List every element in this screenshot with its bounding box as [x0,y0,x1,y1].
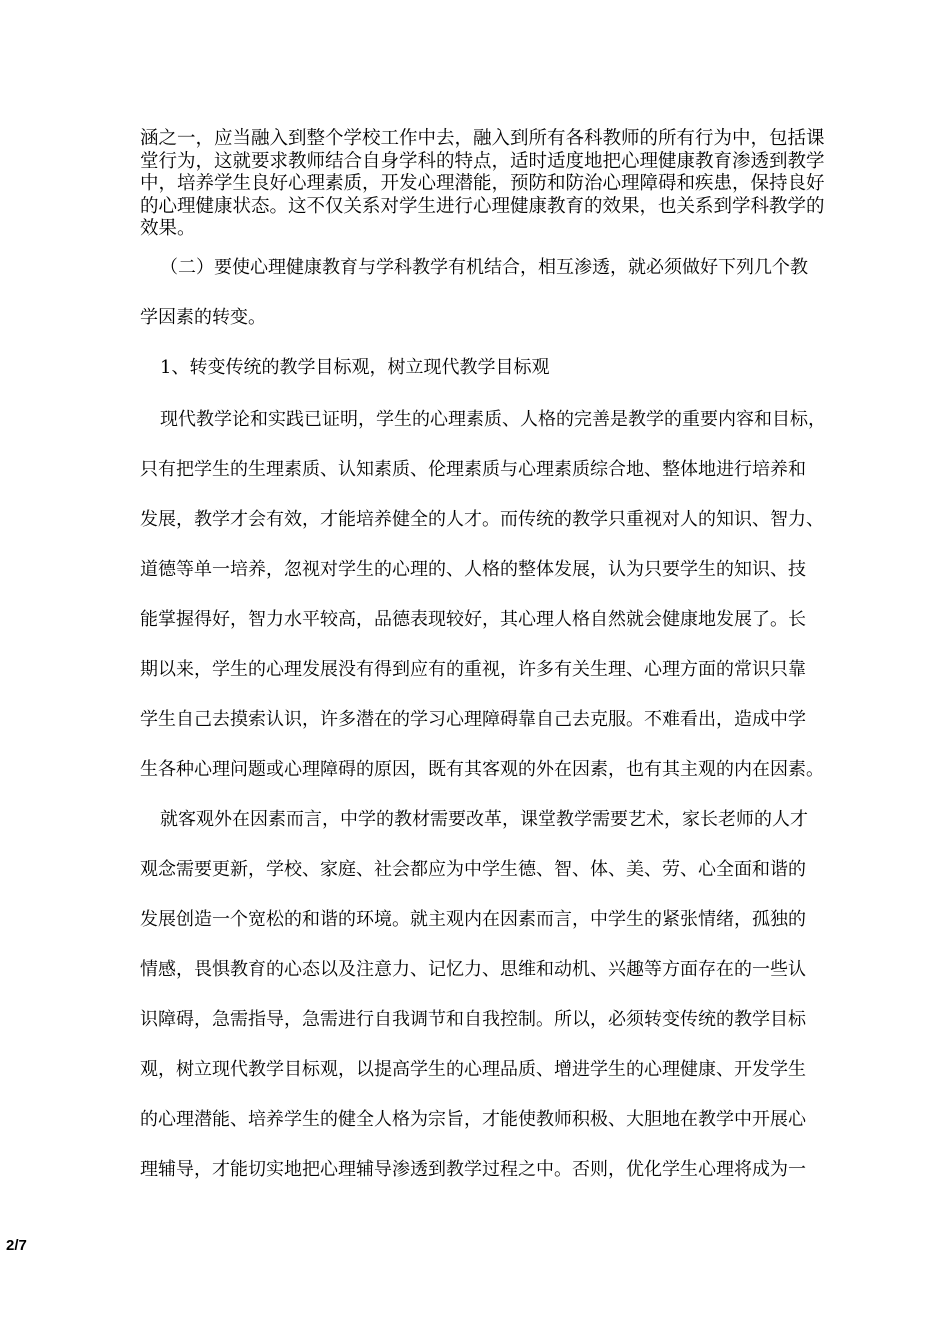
text-line: 堂行为，这就要求教师结合自身学科的特点，适时适度地把心理健康教育渗透到教学 [140,150,825,172]
paragraph-1-line: 现代教学论和实践已证明，学生的心理素质、人格的完善是教学的重要内容和目标， [160,409,826,430]
section-heading-line: 学因素的转变。 [140,307,266,328]
paragraph-2-line: 观念需要更新，学校、家庭、社会都应为中学生德、智、体、美、劳、心全面和谐的 [140,859,806,880]
paragraph-1-line: 生各种心理问题或心理障碍的原因，既有其客观的外在因素，也有其主观的内在因素。 [140,759,824,780]
paragraph-1-line: 道德等单一培养，忽视对学生的心理的、人格的整体发展，认为只要学生的知识、技 [140,559,806,580]
paragraph-2-line: 识障碍，急需指导，急需进行自我调节和自我控制。所以，必须转变传统的教学目标 [140,1009,806,1030]
section-heading-line: （二）要使心理健康教育与学科教学有机结合，相互渗透，就必须做好下列几个教 [160,257,808,278]
paragraph-2-line: 发展创造一个宽松的和谐的环境。就主观内在因素而言，中学生的紧张情绪，孤独的 [140,909,806,930]
subheading: 1、转变传统的教学目标观，树立现代教学目标观 [160,357,550,378]
paragraph-2-line: 理辅导，才能切实地把心理辅导渗透到教学过程之中。否则，优化学生心理将成为一 [140,1159,806,1180]
paragraph-1-line: 期以来，学生的心理发展没有得到应有的重视，许多有关生理、心理方面的常识只靠 [140,659,806,680]
top-paragraph [140,128,830,241]
paragraph-2-line: 的心理潜能、培养学生的健全人格为宗旨，才能使教师积极、大胆地在教学中开展心 [140,1109,806,1130]
paragraph-1-line: 只有把学生的生理素质、认知素质、伦理素质与心理素质综合地、整体地进行培养和 [140,459,806,480]
paragraph-2-line: 就客观外在因素而言，中学的教材需要改革，课堂教学需要艺术，家长老师的人才 [160,809,808,830]
text-line: 效果。 [140,218,196,239]
text-line: 的心理健康状态。这不仅关系对学生进行心理健康教育的效果，也关系到学科教学的 [140,195,825,217]
text-line: 中，培养学生良好心理素质，开发心理潜能，预防和防治心理障碍和疾患，保持良好 [140,173,825,194]
paragraph-1-line: 学生自己去摸索认识，许多潜在的学习心理障碍靠自己去克服。不难看出，造成中学 [140,709,806,730]
paragraph-1-line: 发展，教学才会有效，才能培养健全的人才。而传统的教学只重视对人的知识、智力、 [140,509,824,530]
page-number: 2/7 [6,1237,27,1254]
text-line: 涵之一，应当融入到整个学校工作中去，融入到所有各科教师的所有行为中，包括课 [140,128,825,149]
paragraph-1-line: 能掌握得好，智力水平较高，品德表现较好，其心理人格自然就会健康地发展了。长 [140,609,806,630]
paragraph-2-line: 观，树立现代教学目标观，以提高学生的心理品质、增进学生的心理健康、开发学生 [140,1059,806,1080]
paragraph-2-line: 情感，畏惧教育的心态以及注意力、记忆力、思维和动机、兴趣等方面存在的一些认 [140,959,806,980]
